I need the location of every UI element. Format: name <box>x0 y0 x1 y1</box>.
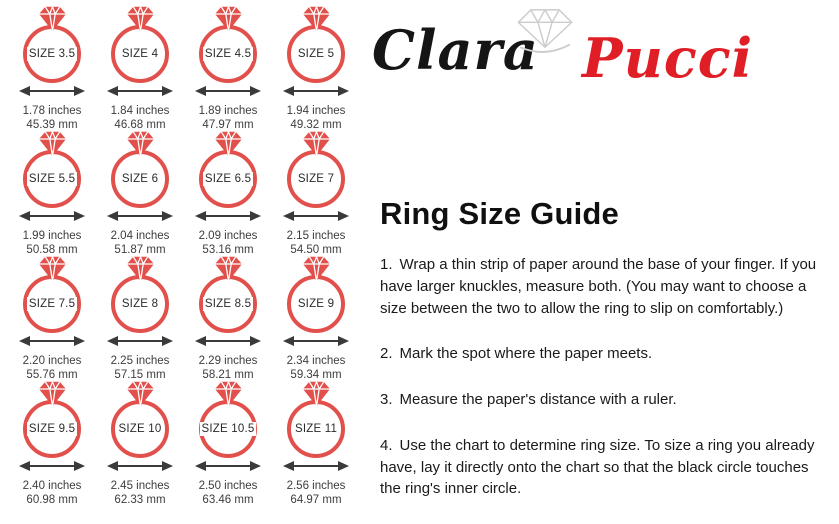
ring-circle <box>287 275 345 333</box>
ring-size-label: SIZE 11 <box>294 423 338 435</box>
ring-size-cell <box>272 375 360 507</box>
ring-size-label: SIZE 10.5 <box>201 423 255 435</box>
ring-size-cell <box>184 375 272 507</box>
diameter-arrow-icon <box>107 334 173 348</box>
instruction-step <box>380 389 830 411</box>
page-title: Ring Size Guide <box>380 196 619 231</box>
ring-circle <box>287 400 345 458</box>
ring-diameter-inches: 2.56 inches <box>286 480 346 492</box>
brand-name-pucci: Pucci <box>582 26 754 90</box>
ring-size-cell <box>184 0 272 132</box>
ring-size-label: SIZE 6 <box>121 173 159 185</box>
ring-circle <box>23 25 81 83</box>
diameter-arrow-icon <box>283 209 349 223</box>
diameter-arrow-icon <box>283 459 349 473</box>
step-number: 1. <box>380 256 393 273</box>
ring-diameter-mm: 50.58 mm <box>26 244 78 257</box>
diamond-outline-icon <box>513 6 577 60</box>
diameter-arrow-icon <box>107 84 173 98</box>
diamond-icon <box>36 5 69 32</box>
diameter-arrow-icon <box>107 209 173 223</box>
ring-size-label: SIZE 4.5 <box>204 48 252 60</box>
ring-diameter-inches: 2.45 inches <box>110 480 170 492</box>
diamond-icon <box>300 5 333 32</box>
ring-size-cell <box>8 375 96 507</box>
step-number: 4. <box>380 436 393 454</box>
diamond-icon <box>124 255 157 282</box>
ring-diameter-inches: 2.40 inches <box>22 480 82 492</box>
diamond-icon <box>212 5 245 32</box>
ring-size-cell <box>272 0 360 132</box>
ring-circle <box>199 275 257 333</box>
ring-circle <box>23 150 81 208</box>
ring-circle <box>199 400 257 458</box>
ring-size-cell <box>8 125 96 257</box>
ring-size-label: SIZE 8 <box>121 298 159 310</box>
ring-measurements <box>199 479 258 507</box>
ring-diameter-inches: 2.34 inches <box>286 355 346 367</box>
ring-size-label: SIZE 9.5 <box>28 423 76 435</box>
step-text: Mark the spot where the paper meets. <box>399 345 653 363</box>
ring-circle <box>111 275 169 333</box>
ring-size-label: SIZE 4 <box>121 48 159 60</box>
instruction-step <box>380 343 830 365</box>
diameter-arrow-icon <box>195 334 261 348</box>
ring-circle <box>23 275 81 333</box>
ring-diameter-inches: 1.78 inches <box>22 105 82 117</box>
ring-size-cell <box>272 125 360 257</box>
ring-size-cell <box>96 250 184 382</box>
ring-diameter-mm: 45.39 mm <box>26 119 78 132</box>
ring-size-cell <box>272 250 360 382</box>
ring-diameter-mm: 46.68 mm <box>114 119 166 132</box>
ring-size-cell <box>96 0 184 132</box>
ring-size-cell <box>8 250 96 382</box>
ring-size-label: SIZE 8.5 <box>204 298 252 310</box>
diamond-icon <box>124 380 157 407</box>
diameter-arrow-icon <box>195 84 261 98</box>
diameter-arrow-icon <box>19 334 85 348</box>
diameter-arrow-icon <box>19 209 85 223</box>
ring-diameter-inches: 2.29 inches <box>198 355 258 367</box>
brand-logo <box>372 4 792 104</box>
diameter-arrow-icon <box>195 209 261 223</box>
ring-size-label: SIZE 7 <box>297 173 335 185</box>
ring-size-label: SIZE 9 <box>297 298 335 310</box>
ring-diameter-mm: 57.15 mm <box>114 369 166 382</box>
ring-circle <box>111 150 169 208</box>
ring-diameter-inches: 2.09 inches <box>198 230 258 242</box>
ring-circle <box>199 25 257 83</box>
ring-diameter-mm: 64.97 mm <box>290 494 342 507</box>
ring-diameter-inches: 2.04 inches <box>110 230 170 242</box>
instruction-step <box>380 254 830 319</box>
ring-size-cell <box>96 125 184 257</box>
ring-size-cell <box>184 250 272 382</box>
diameter-arrow-icon <box>107 459 173 473</box>
diamond-icon <box>212 255 245 282</box>
ring-diameter-mm: 58.21 mm <box>202 369 254 382</box>
ring-diameter-inches: 1.94 inches <box>286 105 346 117</box>
diamond-icon <box>212 380 245 407</box>
ring-size-cell <box>96 375 184 507</box>
ring-diameter-mm: 63.46 mm <box>202 494 254 507</box>
ring-diameter-mm: 55.76 mm <box>26 369 78 382</box>
ring-diameter-mm: 53.16 mm <box>202 244 254 257</box>
instruction-step <box>380 435 830 500</box>
ring-size-label: SIZE 3.5 <box>28 48 76 60</box>
diameter-arrow-icon <box>19 84 85 98</box>
step-text: Measure the paper's distance with a ruler. <box>399 391 677 408</box>
ring-diameter-mm: 59.34 mm <box>290 369 342 382</box>
ring-size-label: SIZE 6.5 <box>204 173 252 185</box>
ring-measurements <box>287 479 346 507</box>
diamond-icon <box>36 380 69 407</box>
ring-diameter-mm: 60.98 mm <box>26 494 78 507</box>
ring-size-label: SIZE 7.5 <box>28 298 76 310</box>
diamond-icon <box>124 5 157 32</box>
ring-diameter-mm: 51.87 mm <box>114 244 166 257</box>
ring-circle <box>287 25 345 83</box>
brand-name-clara: Clara <box>372 18 539 82</box>
ring-circle <box>23 400 81 458</box>
diamond-icon <box>36 130 69 157</box>
ring-measurements <box>23 479 82 507</box>
ring-size-cell <box>8 0 96 132</box>
ring-size-label: SIZE 10 <box>118 423 162 435</box>
ring-diameter-inches: 2.20 inches <box>22 355 82 367</box>
diameter-arrow-icon <box>283 84 349 98</box>
diamond-icon <box>36 255 69 282</box>
diameter-arrow-icon <box>283 334 349 348</box>
ring-diameter-inches: 2.50 inches <box>198 480 258 492</box>
step-text: Use the chart to determine ring size. To size a ring you already have, lay it directly onto the chart so that the black circle touches the ring's inner circle. <box>380 436 815 498</box>
diamond-icon <box>300 130 333 157</box>
diamond-icon <box>124 130 157 157</box>
diamond-icon <box>300 255 333 282</box>
ring-diameter-inches: 2.25 inches <box>110 355 170 367</box>
ring-diameter-inches: 1.84 inches <box>110 105 170 117</box>
ring-diameter-mm: 47.97 mm <box>202 119 254 132</box>
diameter-arrow-icon <box>19 459 85 473</box>
ring-diameter-inches: 1.99 inches <box>22 230 82 242</box>
step-text: Wrap a thin strip of paper around the base of your finger. If you have larger knuckles, measure both. (You may want to choose a size between the two to allow the ring to slip on comfortably.) <box>380 256 817 317</box>
diameter-arrow-icon <box>195 459 261 473</box>
ring-measurements <box>111 479 170 507</box>
ring-diameter-inches: 1.89 inches <box>198 105 258 117</box>
ring-diameter-mm: 49.32 mm <box>290 119 342 132</box>
ring-circle <box>287 150 345 208</box>
ring-circle <box>199 150 257 208</box>
ring-circle <box>111 25 169 83</box>
ring-diameter-mm: 62.33 mm <box>114 494 166 507</box>
ring-size-label: SIZE 5.5 <box>28 173 76 185</box>
step-number: 2. <box>380 345 393 363</box>
ring-diameter-inches: 2.15 inches <box>286 230 346 242</box>
ring-size-cell <box>184 125 272 257</box>
instructions-list <box>380 254 830 524</box>
diamond-icon <box>300 380 333 407</box>
ring-circle <box>111 400 169 458</box>
ring-size-label: SIZE 5 <box>297 48 335 60</box>
ring-diameter-mm: 54.50 mm <box>290 244 342 257</box>
ring-size-grid <box>8 0 368 507</box>
diamond-icon <box>212 130 245 157</box>
step-number: 3. <box>380 391 393 408</box>
